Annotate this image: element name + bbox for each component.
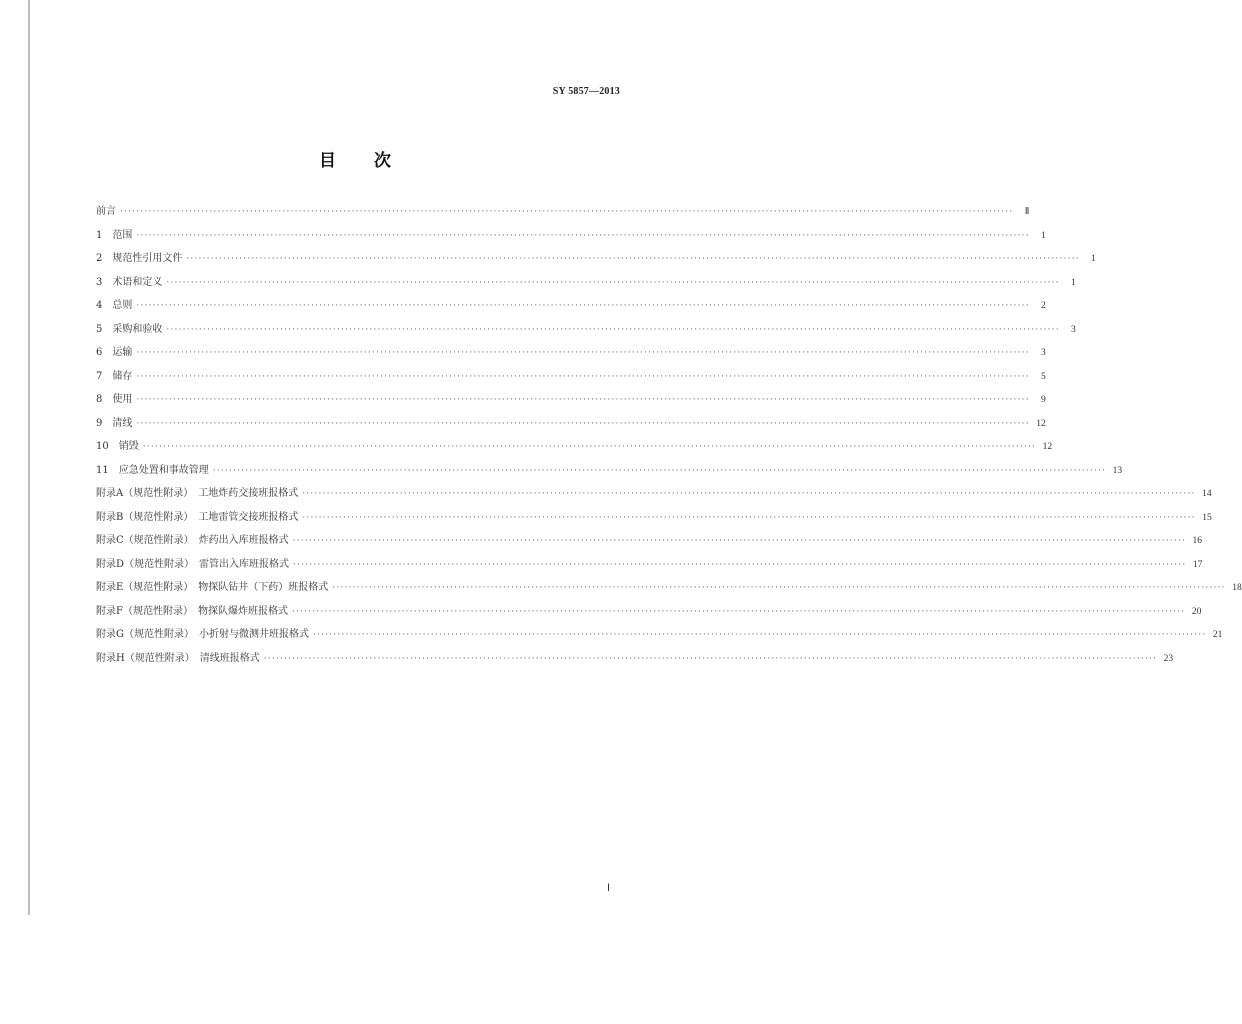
toc-entry[interactable] xyxy=(96,531,1203,555)
toc-entry-page: 1 xyxy=(1041,230,1046,241)
toc-leader-dots: ···························································································································································································································· xyxy=(332,583,1226,593)
toc-entry-label: 附录G（规范性附录） 小折射与微测井班报格式 xyxy=(96,629,309,640)
toc-entry[interactable] xyxy=(96,555,1203,579)
toc-leader-dots: ···························································································································································································································· xyxy=(302,512,1196,523)
toc-entry-label: 9 清线 xyxy=(96,417,133,429)
toc-leader-dots: ···························································································································································································································· xyxy=(136,418,1030,429)
toc-leader-dots: ···························································································································································································································· xyxy=(136,395,1030,405)
toc-entry-page: 12 xyxy=(1036,418,1046,429)
standard-code: SY 5857—2013 xyxy=(552,86,620,97)
toc-entry-page: 12 xyxy=(1042,442,1053,452)
toc-entry[interactable] xyxy=(96,461,1123,485)
toc-leader-dots: ···························································································································································································································· xyxy=(136,348,1030,358)
toc-leader-dots: ···························································································································································································································· xyxy=(292,536,1187,546)
toc-entry-label: 11 应急处置和事故管理 xyxy=(96,464,209,476)
toc-entry-label: 3 术语和定义 xyxy=(96,276,163,288)
toc-leader-dots: ···························································································································································································································· xyxy=(313,630,1207,640)
toc-entry-page: 1 xyxy=(1071,277,1076,288)
toc-entry[interactable] xyxy=(96,602,1202,626)
toc-entry[interactable] xyxy=(96,625,1223,649)
toc-entry-label: 5 采购和验收 xyxy=(96,323,163,335)
toc-entry[interactable] xyxy=(96,202,1030,226)
toc-leader-dots: ···························································································································································································································· xyxy=(166,324,1060,335)
toc-entry-label: 4 总则 xyxy=(96,300,133,311)
toc-entry-page: 16 xyxy=(1192,536,1203,546)
page-title: 目次 xyxy=(319,151,429,171)
binding-edge-line xyxy=(28,0,30,915)
toc-entry-label: 附录F（规范性附录） 物探队爆炸班报格式 xyxy=(96,605,288,617)
toc-entry-page: 21 xyxy=(1212,630,1223,640)
toc-leader-dots: ···························································································································································································································· xyxy=(263,653,1158,664)
toc-entry[interactable] xyxy=(96,249,1096,273)
toc-entry-label: 附录B（规范性附录） 工地雷管交接班报格式 xyxy=(96,511,299,523)
toc-entry-label: 附录E（规范性附录） 物探队钻井（下药）班报格式 xyxy=(96,582,329,593)
table-of-contents xyxy=(96,202,1242,672)
toc-entry-page: 14 xyxy=(1202,489,1212,499)
toc-entry[interactable] xyxy=(96,578,1242,602)
toc-leader-dots: ···························································································································································································································· xyxy=(166,277,1060,288)
toc-entry[interactable] xyxy=(96,367,1046,391)
toc-leader-dots: ···························································································································································································································· xyxy=(120,207,1014,217)
toc-entry-page: 9 xyxy=(1041,395,1046,405)
toc-entry-page: 1 xyxy=(1091,254,1096,264)
toc-leader-dots: ···························································································································································································································· xyxy=(136,371,1030,382)
toc-leader-dots: ···························································································································································································································· xyxy=(186,254,1080,264)
toc-entry-page: 5 xyxy=(1041,371,1046,382)
toc-entry[interactable] xyxy=(96,296,1046,320)
toc-entry[interactable] xyxy=(96,649,1174,673)
toc-leader-dots: ···························································································································································································································· xyxy=(212,465,1107,476)
toc-leader-dots: ···························································································································································································································· xyxy=(302,489,1196,499)
toc-entry[interactable] xyxy=(96,390,1046,414)
toc-entry[interactable] xyxy=(96,414,1046,438)
toc-entry[interactable] xyxy=(96,320,1076,344)
toc-entry-page: 18 xyxy=(1232,583,1242,593)
toc-entry-page: 17 xyxy=(1192,559,1203,570)
toc-entry-label: 2 规范性引用文件 xyxy=(96,253,183,264)
toc-leader-dots: ···························································································································································································································· xyxy=(142,442,1037,452)
toc-entry-label: 前言 xyxy=(96,206,116,217)
toc-entry-page: 23 xyxy=(1163,653,1174,664)
toc-leader-dots: ···························································································································································································································· xyxy=(136,230,1030,241)
toc-entry-label: 7 储存 xyxy=(96,370,133,382)
toc-entry-label: 附录C（规范性附录） 炸药出入库班报格式 xyxy=(96,535,289,546)
toc-entry-label: 10 销毁 xyxy=(96,441,139,452)
toc-entry-page: 3 xyxy=(1071,324,1076,335)
toc-entry-page: 15 xyxy=(1202,512,1212,523)
toc-entry-page: 2 xyxy=(1041,301,1046,311)
toc-entry-label: 附录D（规范性附录） 雷管出入库班报格式 xyxy=(96,558,290,570)
toc-entry-label: 6 运输 xyxy=(96,347,133,358)
toc-leader-dots: ···························································································································································································································· xyxy=(291,606,1186,617)
toc-entry-label: 1 范围 xyxy=(96,229,133,241)
toc-entry[interactable] xyxy=(96,273,1076,297)
toc-entry-page: 3 xyxy=(1041,348,1046,358)
page-number: Ⅰ xyxy=(607,883,610,894)
toc-entry[interactable] xyxy=(96,437,1053,461)
toc-entry[interactable] xyxy=(96,508,1212,532)
toc-entry[interactable] xyxy=(96,484,1212,508)
toc-entry-page: 20 xyxy=(1191,606,1202,617)
toc-entry-label: 8 使用 xyxy=(96,394,133,405)
toc-entry[interactable] xyxy=(96,343,1046,367)
toc-entry[interactable] xyxy=(96,226,1046,250)
toc-entry-label: 附录H（规范性附录） 清线班报格式 xyxy=(96,652,260,664)
toc-entry-page: 13 xyxy=(1112,465,1123,476)
toc-entry-page: Ⅱ xyxy=(1024,207,1030,217)
toc-leader-dots: ···························································································································································································································· xyxy=(136,301,1030,311)
toc-leader-dots: ···························································································································································································································· xyxy=(293,559,1187,570)
toc-entry-label: 附录A（规范性附录） 工地炸药交接班报格式 xyxy=(96,488,299,499)
